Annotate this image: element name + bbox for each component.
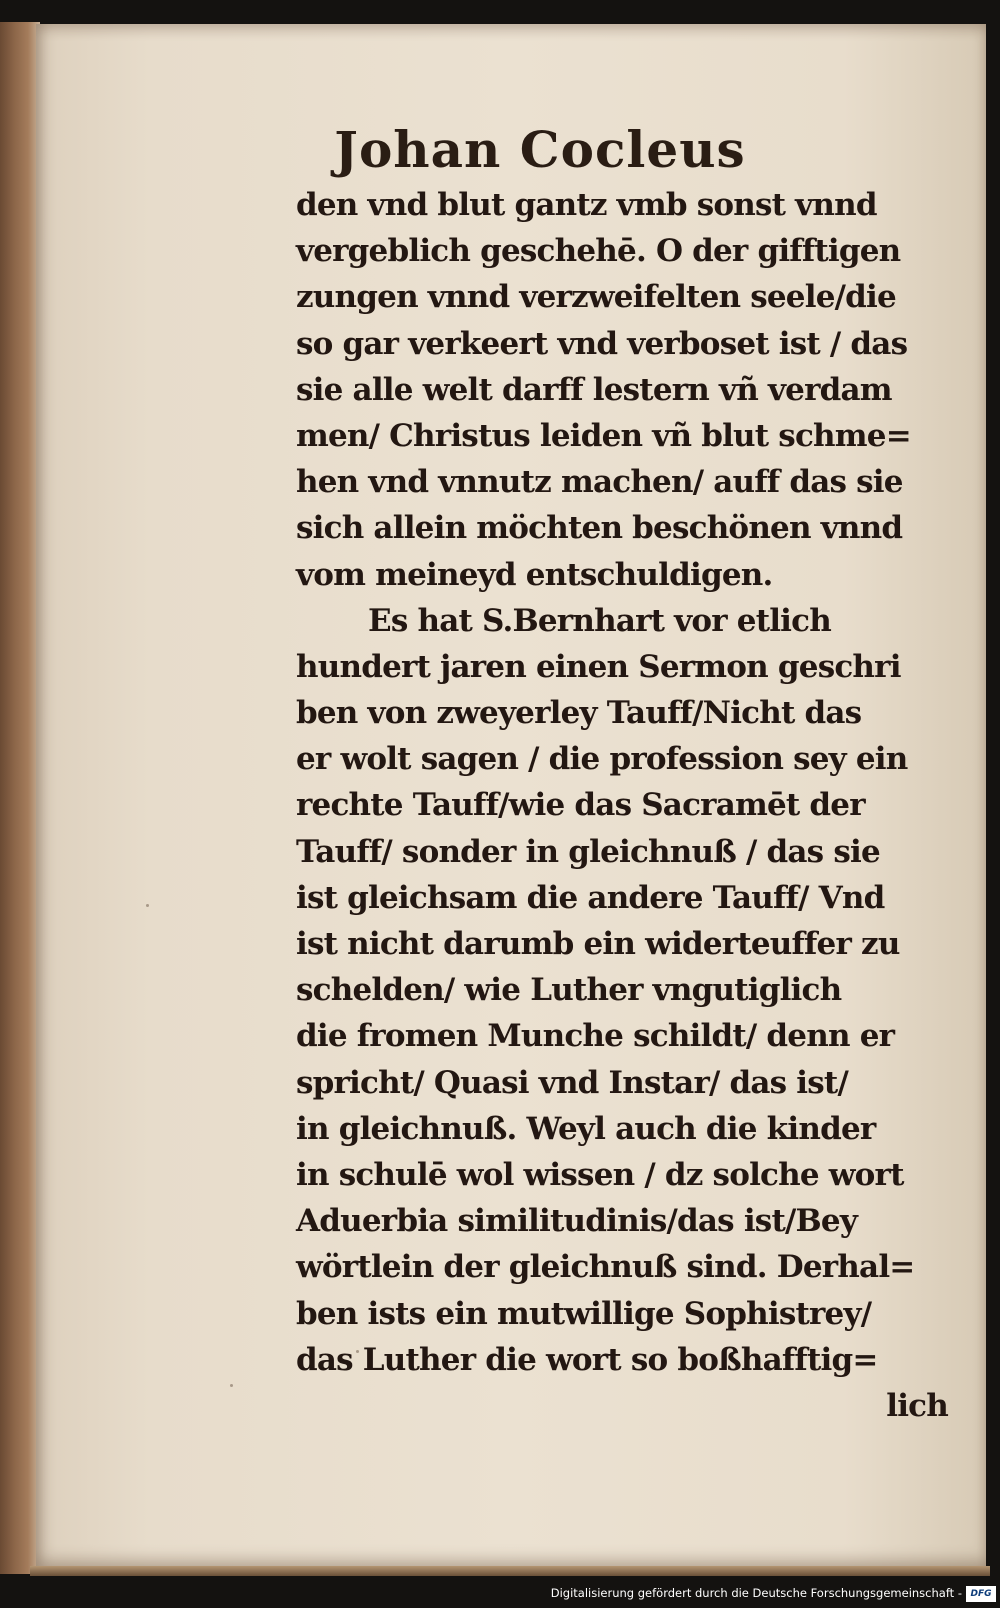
- text-line: ist gleichsam die andere Tauff/ Vnd: [296, 879, 885, 916]
- text-line: sich allein möchten beschönen vnnd: [296, 510, 903, 547]
- digitization-credit: Digitalisierung gefördert durch die Deutsche Forschungsgemeinschaft -: [550, 1586, 962, 1600]
- dfg-logo-icon: DFG: [966, 1586, 996, 1602]
- page-bottom-edge: [30, 1566, 990, 1576]
- text-line: so gar verkeert vnd verboset ist / das: [296, 325, 908, 362]
- text-line: hen vnd vnnutz machen/ auff das sie: [296, 464, 903, 501]
- text-line: rechte Tauff/wie das Sacramēt der: [296, 787, 865, 824]
- paper-speck: [230, 1384, 233, 1387]
- paragraph-start-line: Es hat S.Bernhart vor etlich: [368, 602, 831, 639]
- text-line: er wolt sagen / die profession sey ein: [296, 741, 908, 778]
- text-line: schelden/ wie Luther vngutiglich: [296, 972, 842, 1009]
- catchword: lich: [886, 1387, 948, 1424]
- text-line: das Luther die wort so boßhafftig=: [296, 1341, 878, 1378]
- text-line: ben ists ein mutwillige Sophistrey/: [296, 1295, 872, 1332]
- running-head: Johan Cocleus: [334, 120, 746, 179]
- text-line: hundert jaren einen Sermon geschri: [296, 648, 901, 685]
- book-spine-edge: [0, 22, 40, 1574]
- text-line: den vnd blut gantz vmb sonst vnnd: [296, 187, 877, 223]
- text-line: men/ Christus leiden vñ blut schme=: [296, 417, 911, 454]
- text-line: ist nicht darumb ein widerteuffer zu: [296, 926, 900, 962]
- text-line: die fromen Munche schildt/ denn er: [296, 1018, 895, 1055]
- text-line: wörtlein der gleichnuß sind. Derhal=: [296, 1249, 915, 1286]
- text-line: vergeblich geschehē. O der gifftigen: [296, 233, 901, 270]
- text-line: in schulē wol wissen / dz solche wort: [296, 1156, 904, 1193]
- text-line: zungen vnnd verzweifelten seele/die: [296, 279, 896, 316]
- text-line: Aduerbia similitudinis/das ist/Bey: [296, 1203, 858, 1240]
- text-line: ben von zweyerley Tauff/Nicht das: [296, 695, 862, 732]
- text-line: spricht/ Quasi vnd Instar/ das ist/: [296, 1064, 848, 1101]
- paper-speck: [146, 904, 149, 907]
- text-line: Tauff/ sonder in gleichnuß / das sie: [296, 833, 880, 870]
- text-line: vom meineyd entschuldigen.: [296, 556, 773, 593]
- body-text: [296, 182, 956, 1429]
- text-line: in gleichnuß. Weyl auch die kinder: [296, 1110, 876, 1147]
- text-line: sie alle welt darff lestern vñ verdam: [296, 371, 892, 408]
